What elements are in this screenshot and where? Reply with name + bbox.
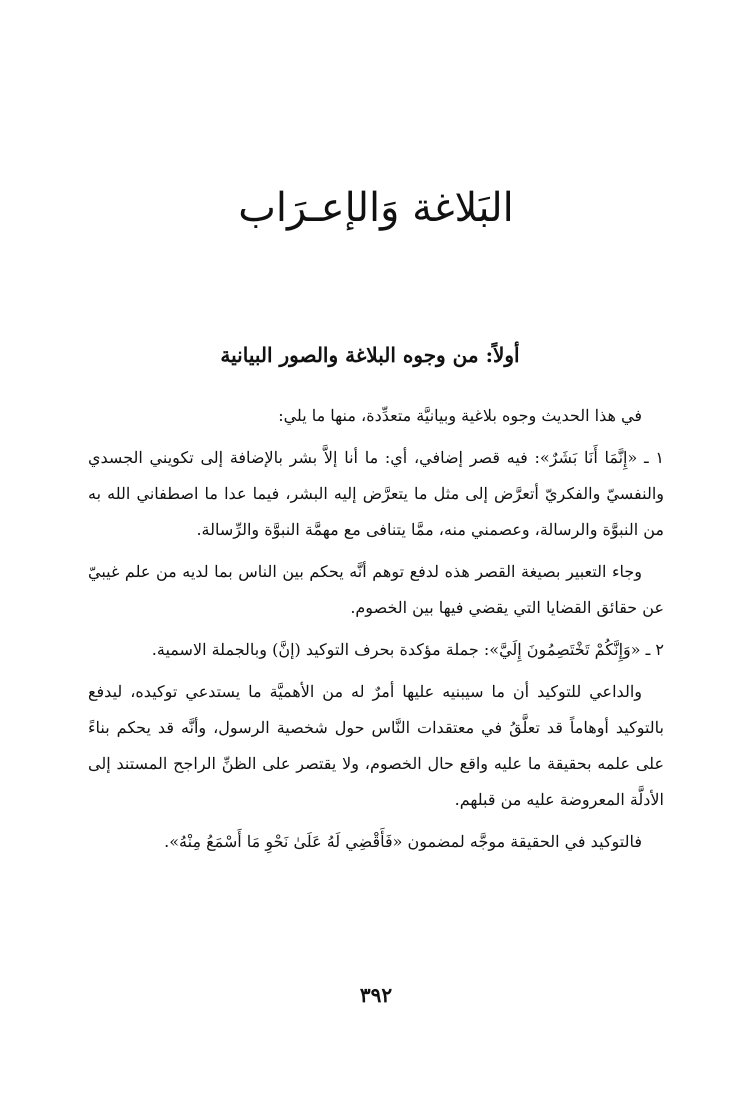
paragraph-point-1-explanation: وجاء التعبير بصيغة القصر هذه لدفع توهم أنَّه يحكم بين الناس بما لديه من علم غيبيّ عن حقائق القضايا التي يقضي فيها بين الخصوم. [88,562,664,617]
body-text [88,398,664,866]
paragraph-point-2-conclusion: فالتوكيد في الحقيقة موجَّه لمضمون «فَأَقْضِي لَهُ عَلَىٰ نَحْوِ مَا أَسْمَعُ مِنْهُ». [164,832,642,851]
section-heading: أولاً: من وجوه البلاغة والصور البيانية [220,343,520,367]
chapter-title: البَلاغة وَالإعـرَاب [238,185,514,231]
page-number: ٣٩٢ [359,983,393,1007]
paragraph-point-1: ١ ـ «إِنَّمَا أَنَا بَشَرٌ»: فيه قصر إضافي، أي: ما أنا إلاَّ بشر بالإضافة إلى تكويني الجسدي والنفسيّ والفكريّ أتعرَّض إلى مثل ما يتعرَّض إليه البشر، فيما عدا ما اصطفاني الله به من النبوَّة والرسالة، وعصمني منه، ممَّا يتنافى مع مهمَّة النبوَّة والرِّسالة. [88,448,665,539]
paragraph-intro: في هذا الحديث وجوه بلاغية وبيانيَّة متعدِّدة، منها ما يلي: [278,406,642,425]
paragraph-point-2: ٢ ـ «وَإِنَّكُمْ تَخْتَصِمُونَ إِلَيَّ»: جملة مؤكدة بحرف التوكيد (إنَّ) وبالجملة الاسمية. [151,640,664,659]
paragraph-point-2-explanation: والداعي للتوكيد أن ما سيبنيه عليها أمرٌ له من الأهميَّة ما يستدعي توكيده، ليدفع بالتوكيد أوهاماً قد تعلَّقُ في معتقدات النَّاس حول شخصية الرسول، وأنَّه قد يحكم بناءً على علمه بحقيقة ما عليه واقع حال الخصوم، ولا يقتصر على الظنِّ الراجح المستند إلى الأدلَّة المعروضة عليه من قبلهم. [88,682,664,809]
